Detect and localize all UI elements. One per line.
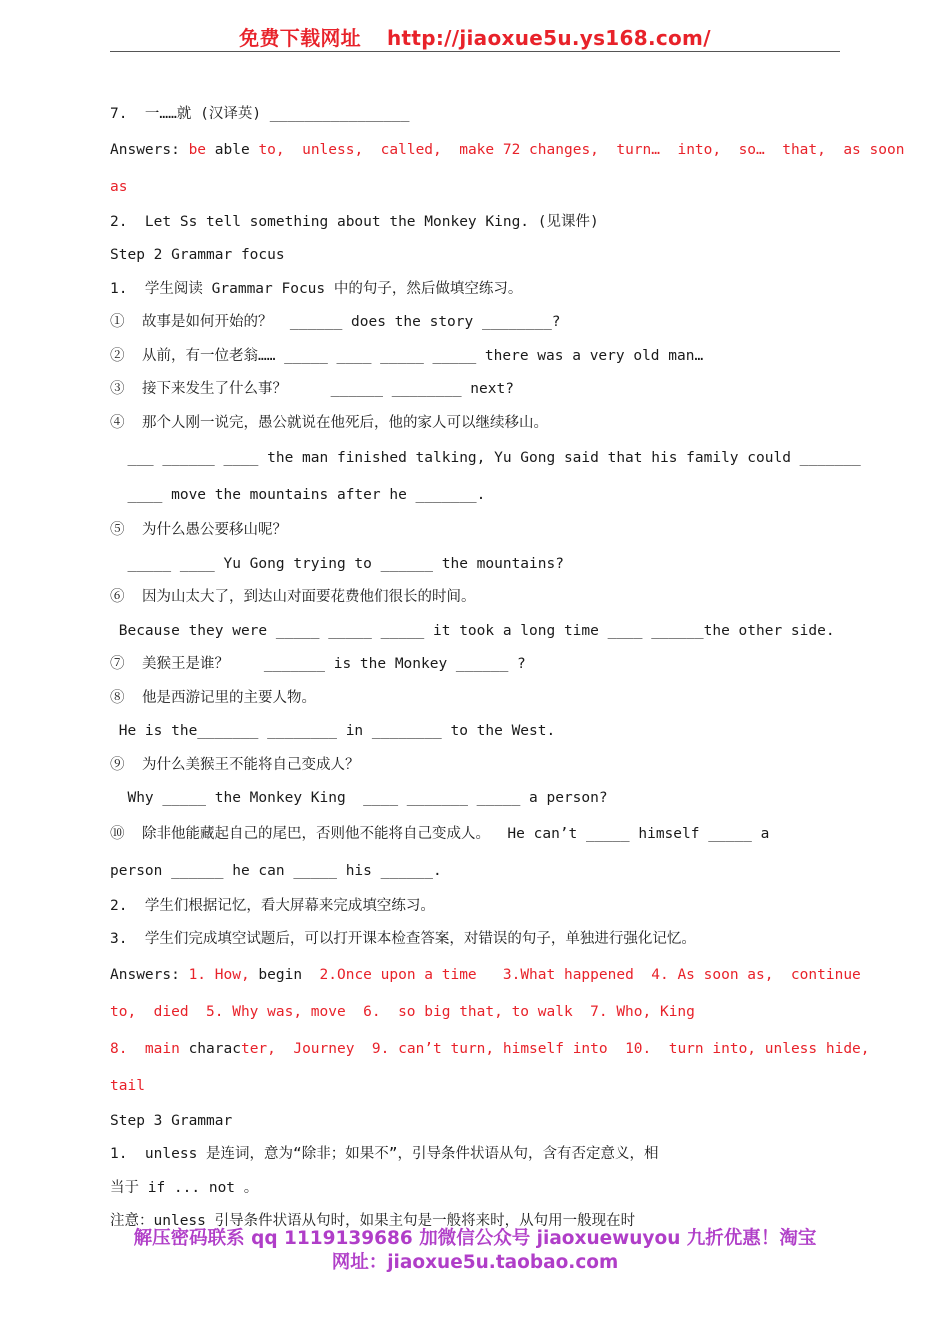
answer-red: be [188, 141, 207, 158]
answer-black: able [206, 141, 259, 158]
question-8: ⑧ 他是西游记里的主要人物。 [110, 689, 316, 706]
document-body [110, 98, 905, 1239]
question-4-en-a: ___ ______ ____ the man finished talking, Yu Gong said that his family could _______ [110, 450, 861, 466]
question-6-en: Because they were _____ _____ _____ it took a long time ____ ______the other side. [110, 622, 835, 639]
question-2: ② 从前，有一位老翁…… _____ ____ _____ _____ there was a very old man… [110, 347, 704, 364]
answers-line-4: to, died 5. Why was, move 6. so big that, to walk 7. Who, King [110, 1003, 695, 1020]
answer-red: ter, Journey 9. can’t turn, himself into 10. turn into, unless hide, [240, 1040, 870, 1057]
question-4-en-b: ____ move the mountains after he _______. [110, 487, 486, 503]
answer-red: 1. How, [188, 966, 250, 983]
header-url-link[interactable]: http://jiaoxue5u.ys168.com/ [386, 26, 711, 50]
line-4: 2. Let Ss tell something about the Monkey King. (见课件) [110, 213, 599, 230]
question-1: ① 故事是如何开始的？ ______ does the story ________? [110, 314, 561, 330]
answers-label: Answers: [110, 966, 189, 983]
footer-line-2: 网址：jiaoxue5u.taobao.com [331, 1252, 619, 1273]
footer-banner [100, 1227, 850, 1275]
question-9-en: Why _____ the Monkey King ____ _______ _____ a person? [110, 790, 608, 806]
answers-line-6: tail [110, 1077, 145, 1094]
footer-line-1: 解压密码联系 qq 1119139686 加微信公众号 jiaoxuewuyou 九折优惠！淘宝 [133, 1228, 817, 1249]
line-25: 3. 学生们完成填空试题后，可以打开课本检查答案，对错误的句子，单独进行强化记忆。 [110, 931, 696, 947]
line-33: 注意：unless 引导条件状语从句时，如果主句是一般将来时，从句用一般现在时 [110, 1213, 636, 1229]
header-banner [110, 22, 840, 51]
line-24: 2. 学生们根据记忆，看大屏幕来完成填空练习。 [110, 897, 435, 914]
question-5-en: _____ ____ Yu Gong trying to ______ the mountains? [110, 555, 564, 572]
header-divider [110, 51, 840, 52]
step-2-heading: Step 2 Grammar focus [110, 247, 285, 263]
answer-red: 8. main [110, 1040, 189, 1057]
answer-red: to, unless, called, make 72 changes, turn… into, so… that, as soon [258, 141, 905, 158]
line-32: 当于 if ... not 。 [110, 1179, 259, 1196]
answers-line-1 [110, 132, 905, 169]
line-6: 1. 学生阅读 Grammar Focus 中的句子，然后做填空练习。 [110, 280, 523, 297]
answers-line-3 [110, 957, 861, 994]
step-3-heading: Step 3 Grammar [110, 1112, 233, 1129]
header-label: 免费下载网址 [239, 26, 361, 50]
line-31: 1. unless 是连词，意为“除非；如果不”，引导条件状语从句，含有否定意义，相 [110, 1146, 659, 1162]
answers-label: Answers: [110, 141, 189, 158]
question-3: ③ 接下来发生了什么事？ ______ ________ next? [110, 381, 514, 397]
question-9: ⑨ 为什么美猴王不能将自己变成人？ [110, 756, 360, 773]
answers-line-5 [110, 1031, 870, 1068]
question-7: ⑦ 美猴王是谁？ _______ is the Monkey ______ ? [110, 656, 526, 672]
answer-black: charac [188, 1040, 241, 1057]
question-5: ⑤ 为什么愚公要移山呢？ [110, 522, 287, 538]
question-10: ⑩ 除非他能藏起自己的尾巴，否则他不能将自己变成人。 He can’t _____ himself _____ a [110, 825, 770, 842]
question-4: ④ 那个人刚一说完，愚公就说在他死后，他的家人可以继续移山。 [110, 414, 548, 431]
question-8-en: He is the_______ ________ in ________ to the West. [110, 723, 556, 739]
line-1: 7. 一……就 (汉译英) ________________ [110, 106, 410, 122]
question-6: ⑥ 因为山太大了，到达山对面要花费他们很长的时间。 [110, 589, 476, 605]
answer-black: begin [249, 966, 320, 983]
answers-line-2: as [110, 178, 128, 195]
answer-red: 2.Once upon a time 3.What happened 4. As soon as, continue [319, 966, 861, 983]
question-10-en: person ______ he can _____ his ______. [110, 862, 442, 879]
